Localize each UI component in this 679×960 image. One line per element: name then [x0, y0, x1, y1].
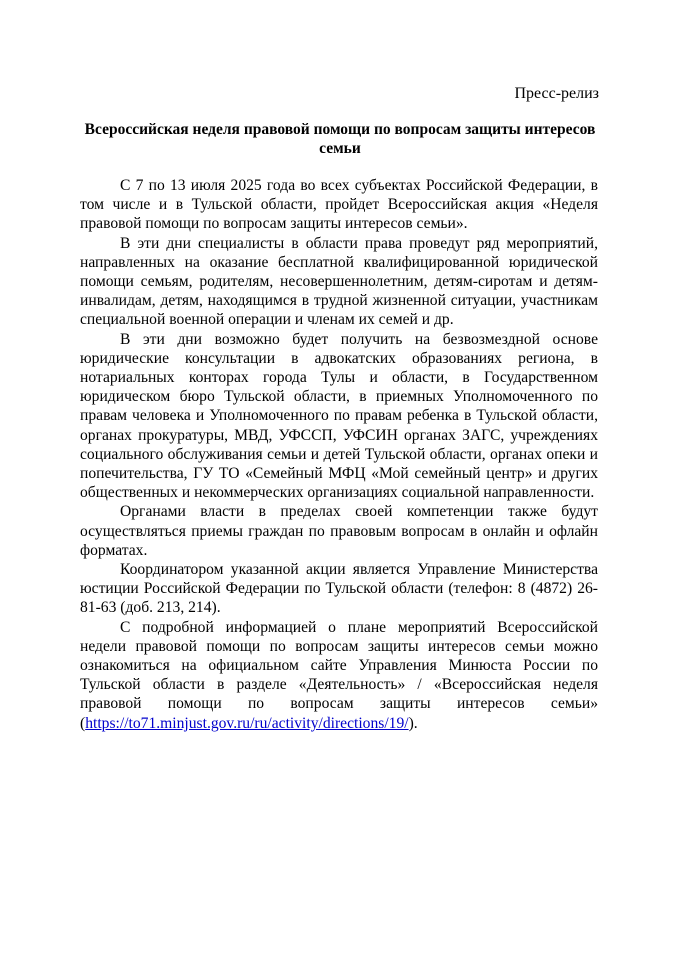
minjust-link[interactable]: https://to71.minjust.gov.ru/ru/activity/directions/19/ — [85, 714, 409, 732]
document-label: Пресс-релиз — [514, 85, 599, 102]
document-body — [80, 176, 598, 733]
link-close-paren: ). — [408, 714, 418, 732]
more-info-text: С подробной информацией о плане мероприятий Всероссийской недели правовой помощи по вопросам защиты интересов семьи можно ознакомиться на официальном сайте Управления Минюста России по Тульской области в разделе «Деятельность» / «Всероссийская неделя правовой помощи по вопросам защиты интересов семьи» — [80, 618, 598, 713]
paragraph-consultations: В эти дни возможно будет получить на безвозмездной основе юридические консультации в адвокатских образованиях региона, в нотариальных конторах города Тулы и области, в Государственном юридическом бюро Тульской области, в приемных Уполномоченного по правам человека и Уполномоченного по правам ребенка в Тульской области, органах прокуратуры, МВД, УФССП, УФСИН органах ЗАГС, учреждениях социального обслуживания семьи и детей Тульской области, органах опеки и попечительства, ГУ ТО «Семейный МФЦ «Мой семейный центр» и других общественных и некоммерческих организациях социальной направленности. — [80, 330, 598, 502]
paragraph-authorities: Органами власти в пределах своей компетенции также будут осуществляться приемы граждан по правовым вопросам в онлайн и офлайн форматах. — [80, 503, 598, 559]
paragraph-coordinator: Координатором указанной акции является Управление Министерства юстиции Российской Федерации по Тульской области (телефон: 8 (4872) 26-81-63 (доб. 213, 214). — [80, 561, 598, 617]
document-title: Всероссийская неделя правовой помощи по вопросам защиты интересов семьи — [84, 121, 596, 157]
paragraph-dates: С 7 по 13 июля 2025 года во всех субъектах Российской Федерации, в том числе и в Тульской области, пройдет Всероссийская акция «Неделя правовой помощи по вопросам защиты интересов семьи». — [80, 177, 598, 233]
paragraph-more-info — [80, 618, 598, 733]
link-open-paren: ( — [80, 714, 86, 732]
paragraph-specialists: В эти дни специалисты в области права проведут ряд мероприятий, направленных на оказание бесплатной квалифицированной юридической помощи семьям, родителям, несовершеннолетним, детям-сиротам и детям-инвалидам, детям, находящимся в трудной жизненной ситуации, участникам специальной военной операции и членам их семей и др. — [80, 234, 598, 329]
